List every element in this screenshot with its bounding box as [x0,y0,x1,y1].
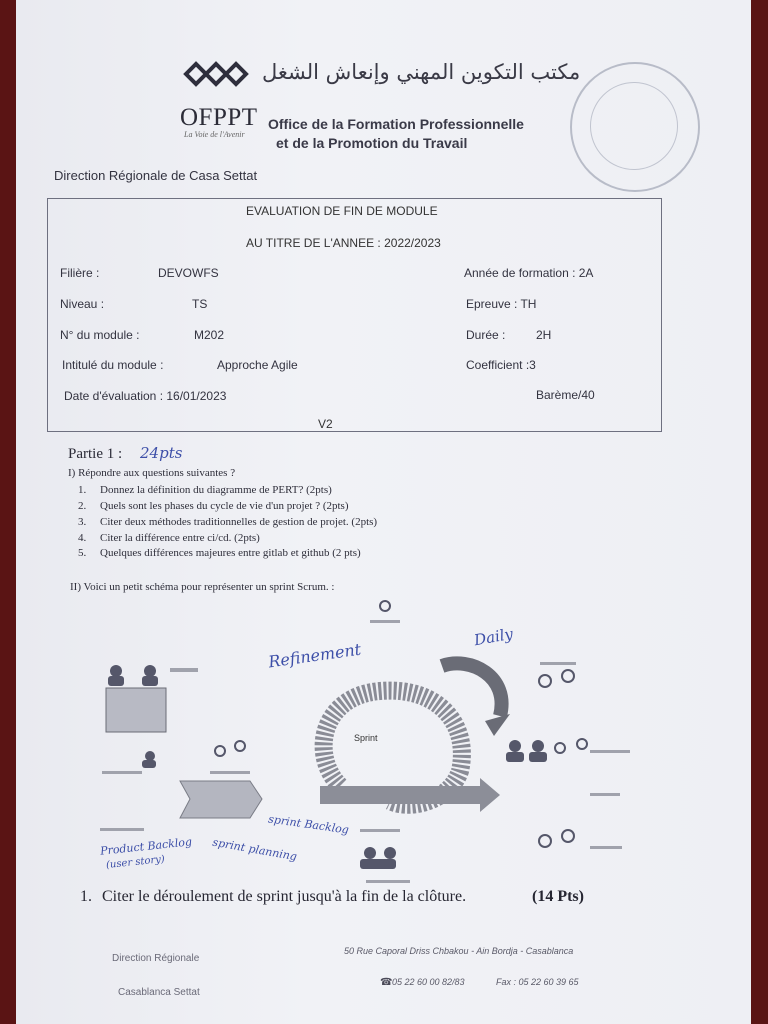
ofppt-logo-text: OFPPT [180,104,258,131]
question-text: Donnez la définition du diagramme de PERT? (2pts) [100,484,332,496]
intitule-value: Approche Agile [217,358,298,372]
stamp-inner-ring [590,82,678,170]
handwritten-refinement: Refinement [267,639,363,672]
question-text: Citer deux méthodes traditionnelles de gestion de projet. (2pts) [100,516,378,528]
intitule-label: Intitulé du module : [62,358,164,372]
cycle-loop-arrow [442,663,502,716]
ofppt-logo-icon [182,60,252,88]
question-text: Quelques différences majeures entre gitlab et github (2 pts) [100,547,361,559]
question-number: 4. [78,532,87,544]
question-text: Quels sont les phases du cycle de vie d'un projet ? (2pts) [100,500,349,512]
arabic-institution-name: مكتب التكوين المهني وإنعاش الشغل [262,60,581,84]
regional-direction: Direction Régionale de Casa Settat [54,168,258,183]
module-number-value: M202 [194,328,225,342]
sprint-output-arrow-body [320,786,480,804]
logo-tagline: La Voie de l'Avenir [184,130,245,139]
phone-icon: ☎ [380,977,393,988]
question-number: 5. [78,547,87,559]
filiere-label: Filière : [60,266,100,280]
handwritten-user-story: (user story) [105,853,166,872]
sprint-center-label: Sprint [354,733,378,743]
sprint-backlog-arrow [180,781,262,818]
exam-sheet [16,0,751,1024]
footer-address: 50 Rue Caporal Driss Chbakou - Ain Bordja - Casablanca [344,946,574,956]
module-number-label: N° du module : [60,328,140,342]
final-question-number: 1. [80,888,92,905]
evaluation-title: EVALUATION DE FIN DE MODULE [246,204,438,218]
filiere-value: DEVOWFS [158,266,219,280]
question-number: 3. [78,516,87,528]
handwritten-sprint-backlog: sprint Backlog [267,812,350,837]
exam-version: V2 [318,417,333,431]
coefficient: Coefficient :3 [466,358,536,372]
epreuve: Epreuve : TH [466,297,537,311]
duree-label: Durée : [466,328,506,342]
office-name-line1: Office de la Formation Professionnelle [268,116,524,132]
questions-intro: I) Répondre aux questions suivantes ? [68,467,236,479]
question-number: 2. [78,500,87,512]
loop-arrowhead [485,714,510,736]
final-question-text: Citer le déroulement de sprint jusqu'à la fin de la clôture. [102,888,467,905]
niveau-value: TS [192,297,208,311]
annee-formation: Année de formation : 2A [464,266,594,280]
niveau-label: Niveau : [60,297,105,311]
schema-intro: II) Voici un petit schéma pour représenter un sprint Scrum. : [70,581,335,593]
footer-fax: Fax : 05 22 60 39 65 [496,977,579,987]
evaluation-date: Date d'évaluation : 16/01/2023 [64,389,227,403]
handwritten-product-backlog: Product Backlog [99,835,193,858]
evaluation-year: AU TITRE DE L'ANNEE : 2022/2023 [246,236,441,250]
question-text: Citer la différence entre ci/cd. (2pts) [100,532,260,544]
handwritten-daily: Daily [472,624,515,650]
question-number: 1. [78,484,87,496]
office-name-line2: et de la Promotion du Travail [276,135,468,151]
partie1-heading: Partie 1 : [68,446,123,462]
footer-region: Casablanca Settat [118,987,200,998]
handwritten-points: 24pts [140,444,183,462]
duree-value: 2H [536,328,552,342]
sprint-output-arrowhead [480,778,500,812]
footer-phone: 05 22 60 00 82/83 [392,977,465,987]
product-backlog-board [106,688,166,732]
final-question-points: (14 Pts) [532,888,584,905]
bareme: Barème/40 [536,388,595,402]
footer-direction: Direction Régionale [112,953,200,964]
handwritten-sprint-planning: sprint planning [211,835,298,864]
